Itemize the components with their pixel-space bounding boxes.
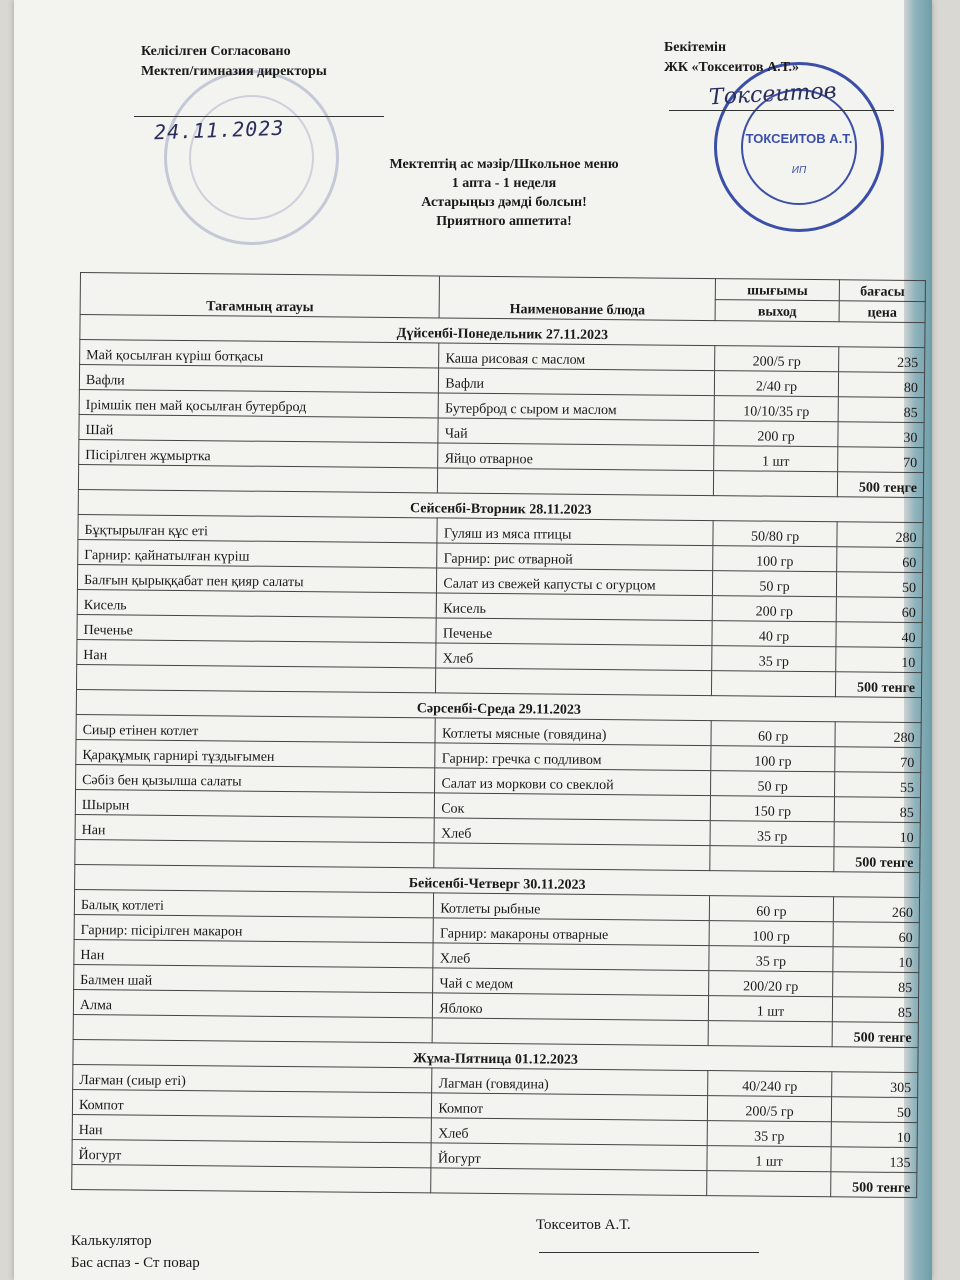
day-total: 500 тенге — [831, 1172, 917, 1198]
handwritten-signature: Токсеитов — [708, 78, 838, 111]
dish-portion: 200/20 гр — [709, 971, 833, 997]
dish-price: 85 — [834, 797, 920, 823]
dish-portion: 50/80 гр — [713, 521, 837, 547]
menu-table — [71, 272, 926, 1198]
document-page — [14, 0, 932, 1280]
dish-name-ru: Лагман (говядина) — [432, 1068, 708, 1096]
empty-cell — [707, 1171, 831, 1197]
dish-price: 85 — [838, 397, 924, 423]
dish-name-ru: Салат из моркови со свеклой — [435, 768, 711, 796]
dish-name-kz: Шырын — [75, 789, 435, 817]
approval-right-line1: Бекітемін — [664, 40, 727, 55]
dish-name-ru: Вафли — [439, 368, 715, 396]
dish-portion: 40/240 гр — [708, 1071, 832, 1097]
stamp-name: ТОКСЕИТОВ А.Т. — [745, 131, 853, 146]
dish-portion: 200/5 гр — [715, 346, 839, 372]
dish-price: 85 — [832, 997, 918, 1023]
empty-cell — [433, 1018, 709, 1046]
dish-name-kz: Май қосылған күріш ботқасы — [80, 340, 440, 368]
empty-cell — [72, 1164, 432, 1192]
dish-name-kz: Йогурт — [72, 1139, 432, 1167]
day-total: 500 тенге — [836, 672, 922, 698]
col-header-price-ru: цена — [839, 301, 925, 323]
dish-price: 55 — [835, 772, 921, 798]
dish-portion: 50 гр — [712, 571, 836, 597]
approval-left — [141, 42, 327, 82]
dish-name-ru: Котлеты рыбные — [434, 893, 710, 921]
col-header-out-ru: выход — [715, 300, 839, 322]
dish-name-kz: Кисель — [77, 589, 437, 617]
col-header-ru: Наименование блюда — [439, 276, 715, 321]
dish-name-ru: Каша рисовая с маслом — [439, 343, 715, 371]
dish-name-ru: Гарнир: гречка с подливом — [435, 743, 711, 771]
dish-portion: 100 гр — [709, 921, 833, 947]
day-total: 500 тенге — [834, 847, 920, 873]
dish-portion: 200 гр — [712, 596, 836, 622]
dish-price: 85 — [833, 972, 919, 998]
dish-name-kz: Балғын қырыққабат пен қияр салаты — [77, 564, 437, 592]
dish-portion: 1 шт — [714, 446, 838, 472]
dish-price: 50 — [837, 572, 923, 598]
footer-role2: Бас аспаз - Ст повар — [71, 1255, 200, 1271]
col-header-out-kz: шығымы — [715, 279, 839, 301]
dish-portion: 200/5 гр — [707, 1096, 831, 1122]
title-line2: 1 апта - 1 неделя — [451, 176, 557, 191]
dish-name-ru: Гарнир: макароны отварные — [433, 918, 709, 946]
dish-name-ru: Котлеты мясные (говядина) — [435, 718, 711, 746]
menu-table-body — [72, 273, 926, 1198]
dish-name-ru: Сок — [435, 793, 711, 821]
dish-name-kz: Қарақұмық гарнирі тұздығымен — [76, 739, 436, 767]
dish-price: 10 — [831, 1122, 917, 1148]
empty-cell — [73, 1014, 433, 1042]
dish-name-ru: Кисель — [437, 593, 713, 621]
table-header-row — [80, 273, 925, 302]
dish-portion: 100 гр — [711, 746, 835, 772]
footer-role1: Калькулятор — [71, 1233, 152, 1249]
dish-price: 30 — [838, 422, 924, 448]
dish-name-ru: Чай — [438, 418, 714, 446]
dish-name-ru: Хлеб — [433, 943, 709, 971]
dish-name-ru: Яйцо отварное — [438, 443, 714, 471]
dish-portion: 200 гр — [714, 421, 838, 447]
dish-portion: 1 шт — [708, 996, 832, 1022]
dish-price: 260 — [833, 897, 919, 923]
dish-price: 10 — [833, 947, 919, 973]
menu-table-wrapper — [71, 272, 926, 1198]
empty-cell — [711, 671, 835, 697]
dish-name-kz: Вафли — [79, 365, 439, 393]
dish-portion: 60 гр — [709, 896, 833, 922]
dish-price: 60 — [836, 597, 922, 623]
dish-name-ru: Компот — [432, 1093, 708, 1121]
dish-price: 50 — [832, 1097, 918, 1123]
dish-name-kz: Нан — [74, 939, 434, 967]
dish-price: 60 — [837, 547, 923, 573]
dish-name-ru: Салат из свежей капусты с огурцом — [437, 568, 713, 596]
dish-price: 135 — [831, 1147, 917, 1173]
dish-name-ru: Хлеб — [432, 1118, 708, 1146]
day-total: 500 теңге — [838, 472, 924, 498]
dish-price: 10 — [834, 822, 920, 848]
dish-name-ru: Печенье — [436, 618, 712, 646]
empty-cell — [431, 1168, 707, 1196]
dish-portion: 35 гр — [707, 1121, 831, 1147]
dish-name-ru: Гарнир: рис отварной — [437, 543, 713, 571]
dish-name-kz: Балмен шай — [74, 964, 434, 992]
dish-name-kz: Балық котлеті — [74, 889, 434, 917]
signature-line-right — [669, 110, 894, 111]
dish-name-kz: Ірімшік пен май қосылған бутерброд — [79, 389, 439, 417]
empty-cell — [75, 839, 435, 867]
title-line4: Приятного аппетита! — [436, 214, 572, 229]
day-title: Бейсенбі-Четверг 30.11.2023 — [75, 864, 920, 897]
footer-signature-line — [539, 1252, 759, 1253]
footer-roles — [71, 1230, 200, 1274]
dish-portion: 35 гр — [709, 946, 833, 972]
dish-name-kz: Бұқтырылған құс еті — [78, 514, 438, 542]
dish-name-kz: Гарнир: пісірілген макарон — [74, 914, 434, 942]
dish-name-ru: Хлеб — [436, 643, 712, 671]
dish-name-ru: Хлеб — [434, 818, 710, 846]
footer-name: Токсеитов А.Т. — [536, 1217, 631, 1233]
title-line3: Астарыңыз дәмді болсын! — [421, 195, 587, 210]
dish-name-kz: Компот — [72, 1089, 432, 1117]
empty-cell — [76, 664, 436, 692]
dish-portion: 60 гр — [711, 721, 835, 747]
dish-name-kz: Алма — [73, 989, 433, 1017]
empty-cell — [78, 464, 438, 492]
dish-name-kz: Нан — [77, 639, 437, 667]
empty-cell — [438, 468, 714, 496]
dish-name-ru: Яблоко — [433, 993, 709, 1021]
dish-price: 10 — [836, 647, 922, 673]
dish-price: 60 — [833, 922, 919, 948]
dish-name-ru: Бутерброд с сыром и маслом — [439, 393, 715, 421]
dish-name-ru: Йогурт — [431, 1143, 707, 1171]
approval-right-line2: ЖК «Токсеитов А.Т.» — [664, 60, 800, 75]
empty-cell — [708, 1021, 832, 1047]
dish-portion: 50 гр — [710, 771, 834, 797]
dish-name-kz: Печенье — [77, 614, 437, 642]
col-header-price-kz: бағасы — [839, 280, 925, 302]
empty-cell — [713, 471, 837, 497]
title-line1: Мектептің ас мәзір/Школьное меню — [389, 157, 619, 172]
dish-name-kz: Нан — [75, 814, 435, 842]
school-stamp — [164, 70, 339, 245]
empty-cell — [710, 846, 834, 872]
dish-portion: 35 гр — [712, 646, 836, 672]
day-total: 500 тенге — [832, 1022, 918, 1048]
dish-price: 280 — [835, 722, 921, 748]
dish-portion: 40 гр — [712, 621, 836, 647]
empty-cell — [436, 668, 712, 696]
dish-name-kz: Гарнир: қайнатылған күріш — [78, 539, 438, 567]
dish-portion: 10/10/35 гр — [714, 396, 838, 422]
dish-price: 70 — [838, 447, 924, 473]
dish-price: 305 — [832, 1072, 918, 1098]
dish-portion: 2/40 гр — [714, 371, 838, 397]
dish-name-kz: Нан — [72, 1114, 432, 1142]
dish-name-kz: Сиыр етінен котлет — [76, 714, 436, 742]
dish-price: 40 — [836, 622, 922, 648]
dish-price: 70 — [835, 747, 921, 773]
dish-name-ru: Гуляш из мяса птицы — [437, 518, 713, 546]
dish-price: 235 — [839, 347, 925, 373]
day-title: Жұма-Пятница 01.12.2023 — [73, 1039, 918, 1072]
dish-name-kz: Сәбіз бен қызылша салаты — [76, 764, 436, 792]
menu-title — [344, 155, 664, 231]
dish-portion: 150 гр — [710, 796, 834, 822]
dish-portion: 1 шт — [707, 1146, 831, 1172]
dish-price: 80 — [838, 372, 924, 398]
day-title: Дүйсенбі-Понедельник 27.11.2023 — [80, 315, 925, 348]
col-header-kz: Тағамның атауы — [80, 273, 440, 318]
empty-cell — [434, 843, 710, 871]
dish-price: 280 — [837, 522, 923, 548]
handwritten-date: 24.11.2023 — [153, 115, 285, 145]
day-title: Сәрсенбі-Среда 29.11.2023 — [76, 689, 921, 722]
dish-name-kz: Пісірілген жұмыртка — [79, 439, 439, 467]
dish-name-ru: Чай с медом — [433, 968, 709, 996]
approval-left-line2: Мектеп/гимназия директоры — [141, 64, 327, 79]
stamp-ip: ИП — [791, 165, 807, 176]
day-title: Сейсенбі-Вторник 28.11.2023 — [78, 489, 923, 522]
dish-name-kz: Шай — [79, 414, 439, 442]
dish-portion: 35 гр — [710, 821, 834, 847]
approval-right — [664, 38, 799, 78]
dish-portion: 100 гр — [713, 546, 837, 572]
approval-left-line1: Келісілген Согласовано — [141, 44, 291, 59]
dish-name-kz: Лағман (сиыр еті) — [73, 1064, 433, 1092]
